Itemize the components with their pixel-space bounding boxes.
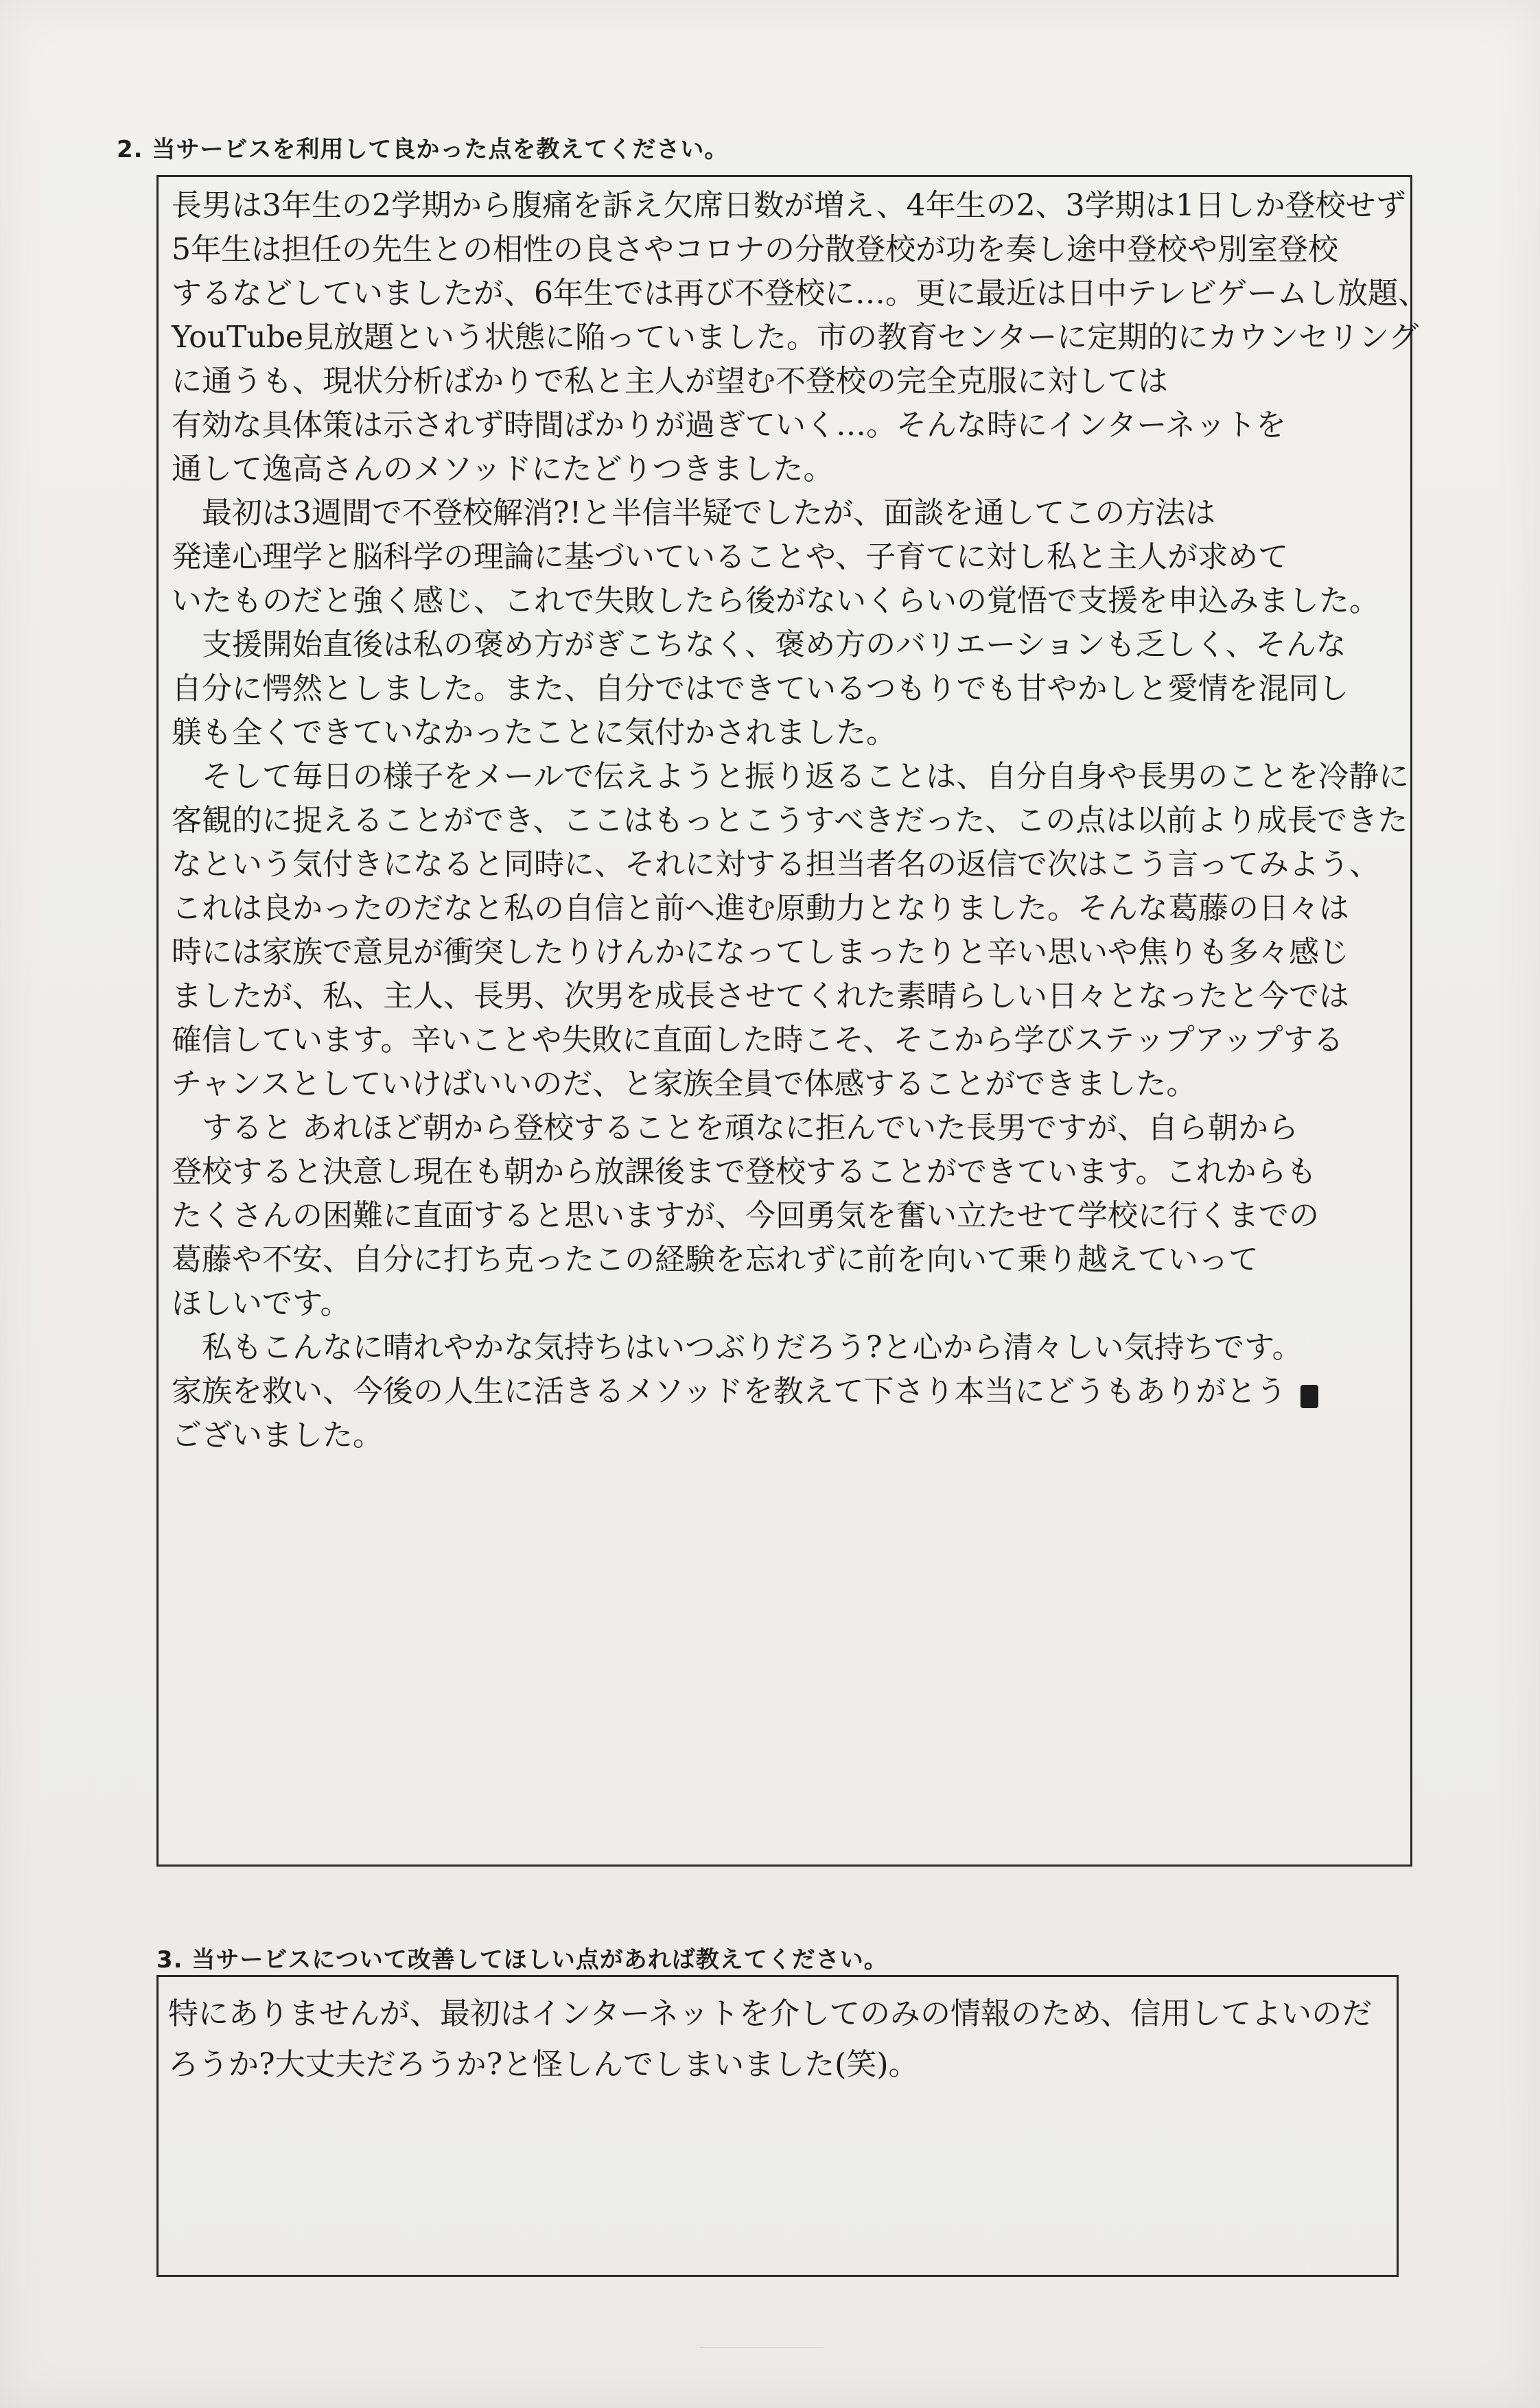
answer-line: 長男は3年生の2学期から腹痛を訴え欠席日数が増え、4年生の2、3学期は1日しか登校せず [172, 188, 1406, 223]
answer-line: すると あれほど朝から登校することを頑なに拒んでいた長男ですが、自ら朝から [172, 1110, 1298, 1145]
answer-line: 家族を救い、今後の人生に活きるメソッドを教えて下さり本当にどうもありがとう [172, 1374, 1287, 1409]
answer-line: 私もこんなに晴れやかな気持ちはいつぶりだろう?と心から清々しい気持ちです。 [172, 1330, 1303, 1365]
question-3-title: 3. 当サービスについて改善してほしい点があれば教えてください。 [156, 1946, 888, 1974]
answer-line: ましたが、私、主人、長男、次男を成長させてくれた素晴らしい日々となったと今では [172, 979, 1349, 1014]
answer-line: 最初は3週間で不登校解消?!と半信半疑でしたが、面談を通してこの方法は [172, 495, 1216, 530]
answer-line: YouTube見放題という状態に陥っていました。市の教育センターに定期的にカウンセリング [172, 320, 1419, 355]
answer-line: 確信しています。辛いことや失敗に直面した時こそ、そこから学びステップアップする [172, 1022, 1344, 1057]
question-2-handwritten-answer [172, 184, 1429, 1458]
answer-line: 登校すると決意し現在も朝から放課後まで登校することができています。これからも [172, 1154, 1317, 1189]
answer-line: 5年生は担任の先生との相性の良さやコロナの分散登校が功を奏し途中登校や別室登校 [172, 232, 1338, 267]
answer-line: 発達心理学と脳科学の理論に基づいていることや、子育てに対し私と主人が求めて [172, 539, 1289, 574]
answer-line: いたものだと強く感じ、これで失敗したら後がないくらいの覚悟で支援を申込みました。 [172, 583, 1379, 618]
answer-line: これは良かったのだなと私の自信と前へ進む原動力となりました。そんな葛藤の日々は [172, 891, 1349, 926]
answer-line: 葛藤や不安、自分に打ち克ったこの経験を忘れずに前を向いて乗り越えていって [172, 1242, 1259, 1277]
answer-line: なという気付きになると同時に、それに対する担当者名の返信で次はこう言ってみよう、 [172, 847, 1379, 882]
answer-line: 支援開始直後は私の褒め方がぎこちなく、褒め方のバリエーションも乏しく、そんな [172, 627, 1346, 662]
answer-line: するなどしていましたが、6年生では再び不登校に…。更に最近は日中テレビゲームし放題、 [172, 276, 1429, 311]
answer-line: ろうか?大丈夫だろうか?と怪しんでしまいました(笑)。 [168, 2047, 919, 2082]
answer-line: 客観的に捉えることができ、ここはもっとこうすべきだった、この点は以前より成長できた [172, 803, 1408, 838]
answer-line: 躾も全くできていなかったことに気付かされました。 [172, 715, 896, 750]
question-3-handwritten-answer [168, 1989, 1390, 2090]
answer-line: ございました。 [172, 1418, 383, 1453]
answer-line: チャンスとしていけばいいのだ、と家族全員で体感することができました。 [172, 1066, 1197, 1101]
answer-line: 時には家族で意見が衝突したりけんかになってしまったりと辛い思いや焦りも多々感じ [172, 935, 1349, 970]
answer-line: 自分に愕然としました。また、自分ではできているつもりでも甘やかしと愛情を混同し [172, 671, 1349, 706]
paper-fold-shadow [700, 2347, 824, 2348]
answer-line: 通して逸高さんのメソッドにたどりつきました。 [172, 452, 834, 487]
answer-line: たくさんの困難に直面すると思いますが、今回勇気を奮い立たせて学校に行くまでの [172, 1198, 1319, 1233]
answer-line: そして毎日の様子をメールで伝えようと振り返ることは、自分自身や長男のことを冷静に [172, 759, 1410, 794]
question-2-title: 2. 当サービスを利用して良かった点を教えてください。 [117, 136, 729, 163]
answer-line: ほしいです。 [172, 1286, 351, 1321]
answer-line: 特にありませんが、最初はインターネットを介してのみの情報のため、信用してよいのだ [168, 1996, 1373, 2031]
ink-blot-mark [1300, 1385, 1318, 1408]
answer-line: に通うも、現状分析ばかりで私と主人が望む不登校の完全克服に対しては [172, 364, 1168, 399]
answer-line: 有効な具体策は示されず時間ばかりが過ぎていく…。そんな時にインターネットを [172, 408, 1287, 443]
